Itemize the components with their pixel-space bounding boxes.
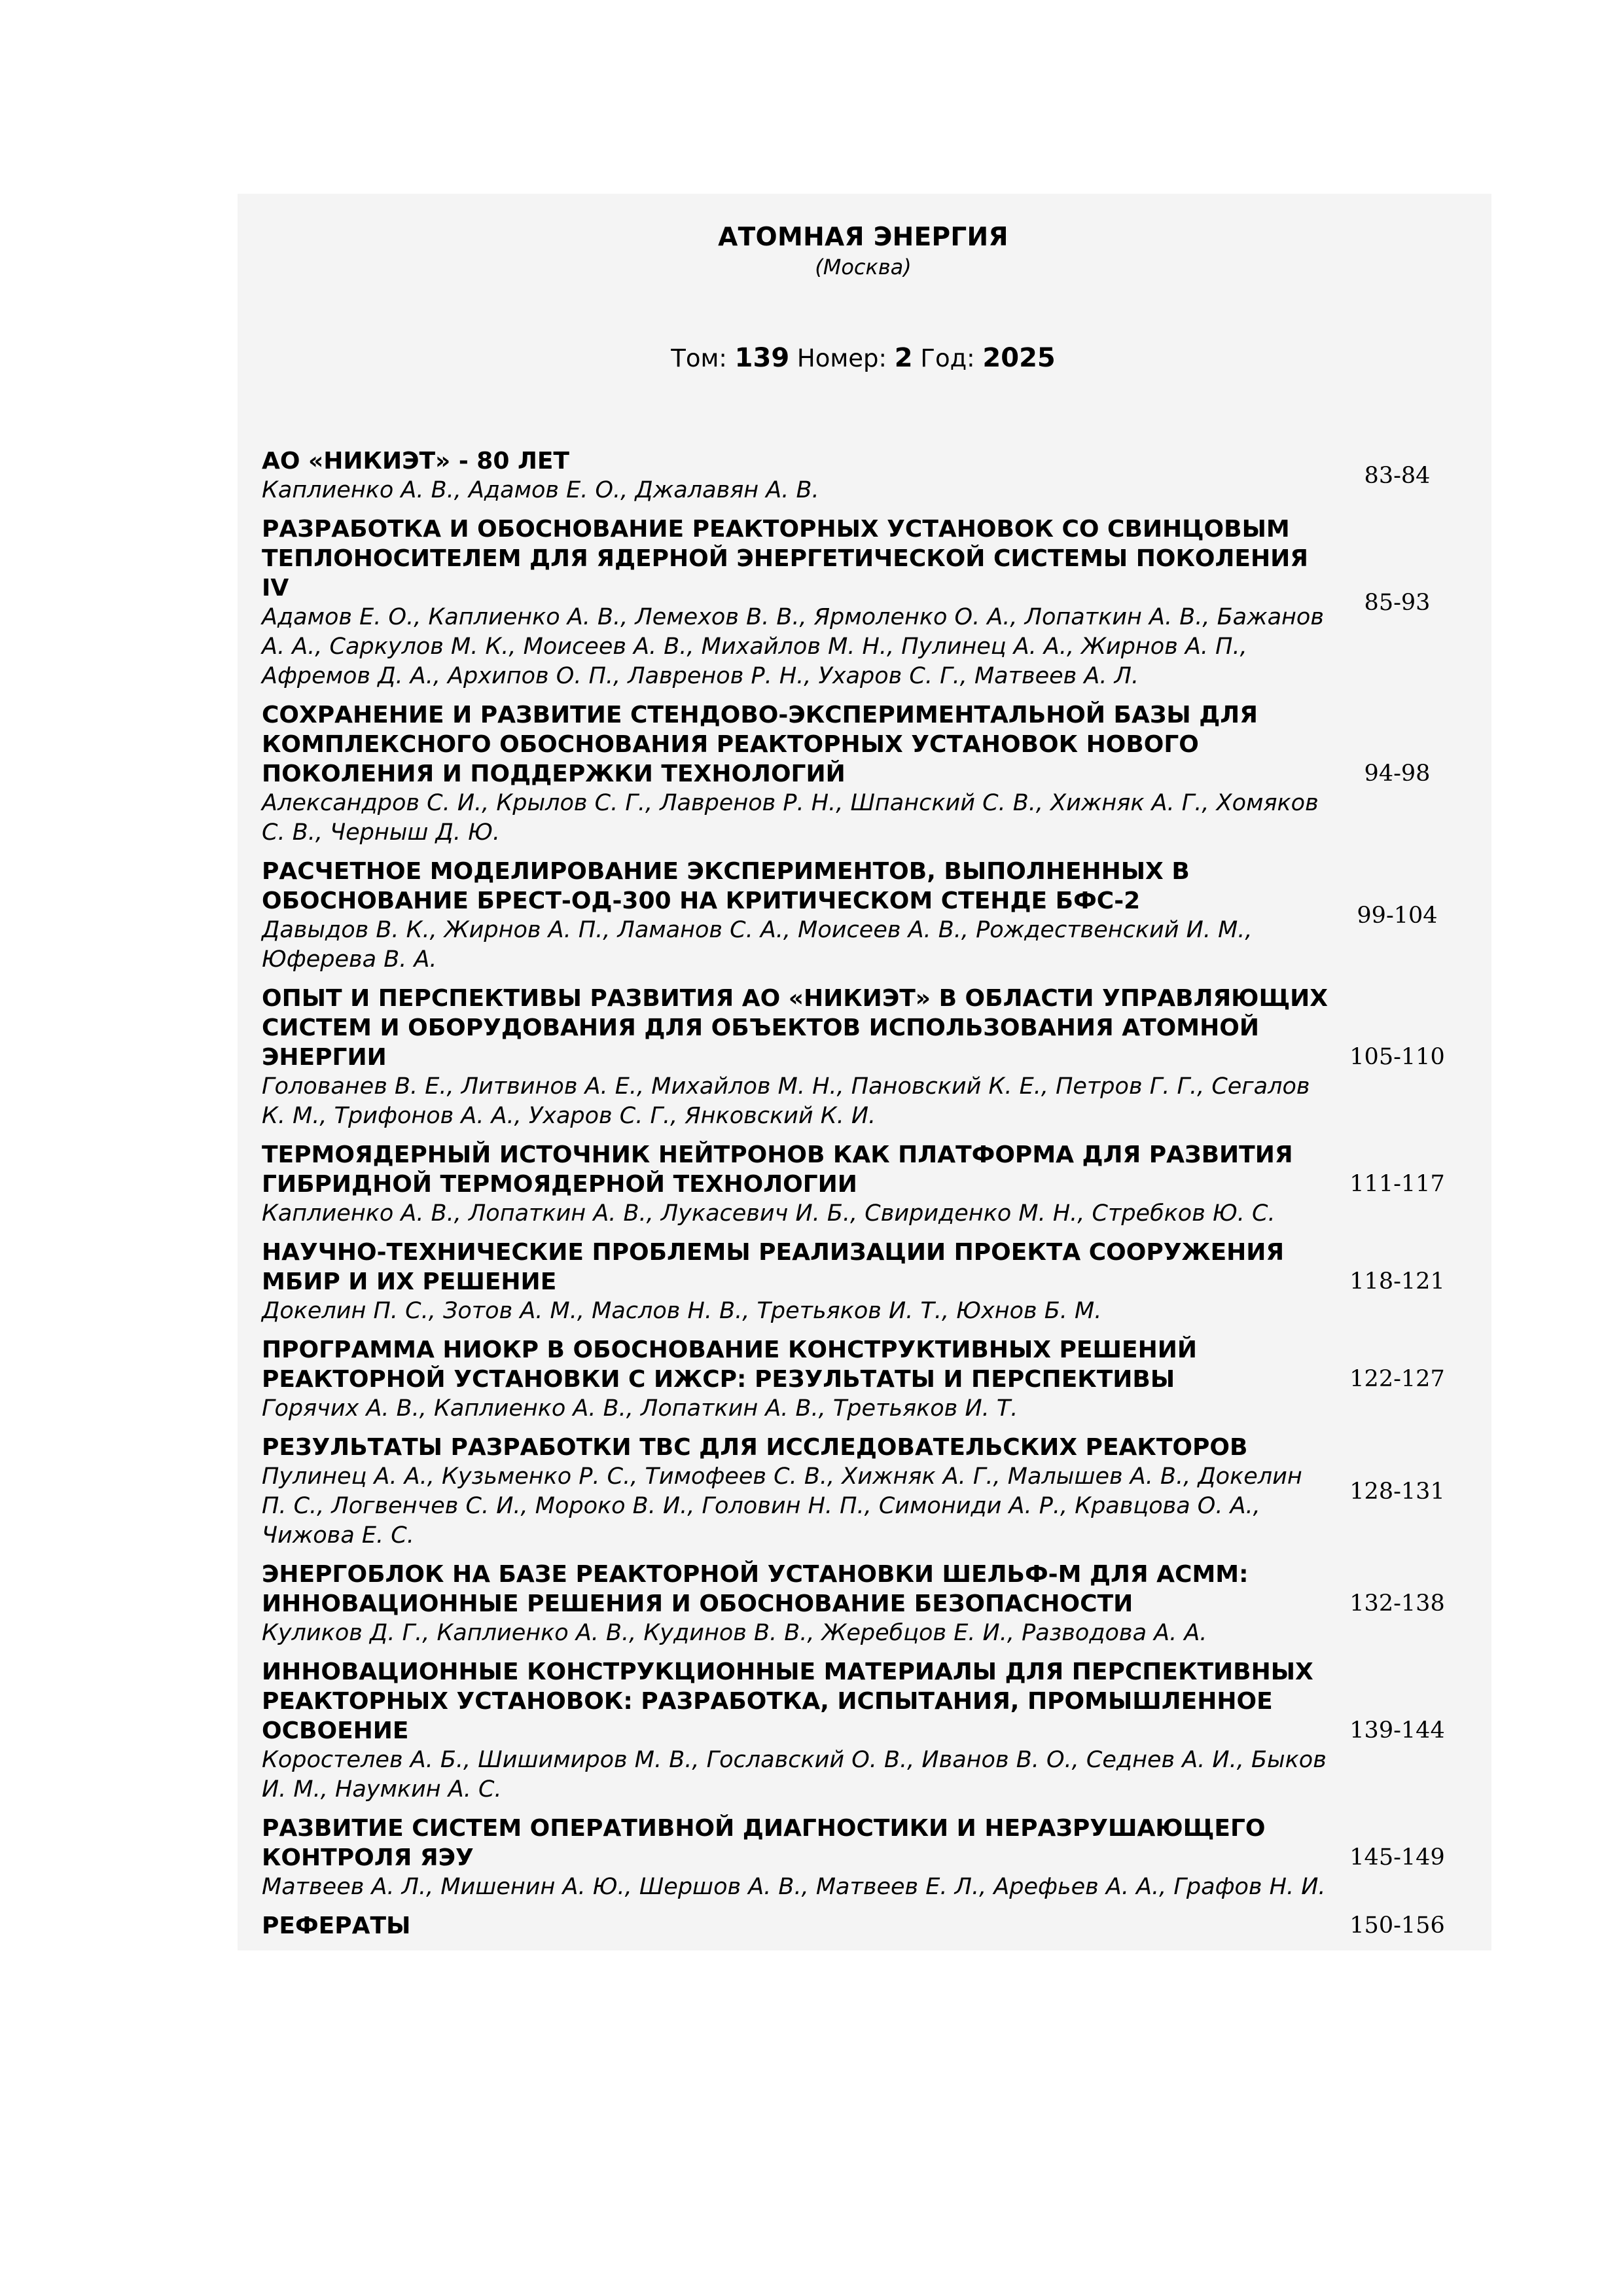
toc-entry[interactable] [262, 1140, 1466, 1229]
number-label: Номер: [796, 344, 887, 372]
toc-entry-body [262, 1433, 1329, 1551]
article-authors: Каплиенко А. В., Лопаткин А. В., Лукасевич И. Б., Свириденко М. Н., Стребков Ю. С. [262, 1200, 1275, 1227]
article-pages: 85-93 [1364, 589, 1431, 616]
article-title[interactable]: ПРОГРАММА НИОКР В ОБОСНОВАНИЕ КОНСТРУКТИВНЫХ РЕШЕНИЙ РЕАКТОРНОЙ УСТАНОВКИ С ИЖСР: РЕЗУЛЬТАТЫ И ПЕРСПЕКТИВЫ [262, 1336, 1197, 1393]
article-authors: Докелин П. С., Зотов А. М., Маслов Н. В., Третьяков И. Т., Юхнов Б. М. [262, 1298, 1102, 1324]
article-authors: Куликов Д. Г., Каплиенко А. В., Кудинов В. В., Жеребцов Е. И., Разводова А. А. [262, 1620, 1207, 1646]
article-pages: 94-98 [1364, 761, 1431, 787]
toc-entry-body [262, 446, 1329, 505]
toc-entry-body [262, 514, 1329, 691]
article-title[interactable]: РЕЗУЛЬТАТЫ РАЗРАБОТКИ ТВС ДЛЯ ИССЛЕДОВАТЕЛЬСКИХ РЕАКТОРОВ [262, 1434, 1248, 1461]
article-title[interactable]: СОХРАНЕНИЕ И РАЗВИТИЕ СТЕНДОВО-ЭКСПЕРИМЕНТАЛЬНОЙ БАЗЫ ДЛЯ КОМПЛЕКСНОГО ОБОСНОВАНИЯ РЕАКТОРНЫХ УСТАНОВОК НОВОГО ПОКОЛЕНИЯ И ПОДДЕРЖКИ ТЕХНОЛОГИЙ [262, 702, 1258, 787]
article-authors: Давыдов В. К., Жирнов А. П., Ламанов С. А., Моисеев А. В., Рождественский И. М., Юферева В. А. [262, 917, 1253, 973]
article-title[interactable]: ИННОВАЦИОННЫЕ КОНСТРУКЦИОННЫЕ МАТЕРИАЛЫ ДЛЯ ПЕРСПЕКТИВНЫХ РЕАКТОРНЫХ УСТАНОВОК: РАЗРАБОТКА, ИСПЫТАНИЯ, ПРОМЫШЛЕННОЕ ОСВОЕНИЕ [262, 1659, 1313, 1744]
article-authors: Александров С. И., Крылов С. Г., Лавренов Р. Н., Шпанский С. В., Хижняк А. Г., Хомяков С. В., Черныш Д. Ю. [262, 790, 1319, 846]
toc-entry[interactable] [262, 1335, 1466, 1424]
article-authors: Голованев В. Е., Литвинов А. Е., Михайлов М. Н., Пановский К. Е., Петров Г. Г., Сегалов К. М., Трифонов А. А., Ухаров С. Г., Янковский К. И. [262, 1073, 1310, 1129]
toc-entry-body [262, 857, 1329, 975]
toc-entry-body [262, 1560, 1329, 1648]
article-pages: 150-156 [1349, 1912, 1445, 1939]
article-pages: 128-131 [1349, 1478, 1445, 1505]
toc-entry[interactable] [262, 446, 1466, 505]
journal-city: (Москва) [815, 255, 912, 279]
article-title[interactable]: НАУЧНО-ТЕХНИЧЕСКИЕ ПРОБЛЕМЫ РЕАЛИЗАЦИИ ПРОЕКТА СООРУЖЕНИЯ МБИР И ИХ РЕШЕНИЕ [262, 1239, 1285, 1295]
toc-entry[interactable] [262, 1657, 1466, 1804]
toc-entry[interactable] [262, 1238, 1466, 1326]
toc-entry[interactable] [262, 514, 1466, 691]
article-authors: Каплиенко А. В., Адамов Е. О., Джалавян А. В. [262, 477, 819, 503]
article-pages: 122-127 [1349, 1366, 1445, 1392]
article-pages: 139-144 [1349, 1717, 1445, 1744]
toc-entry[interactable] [262, 1814, 1466, 1902]
volume-label: Том: [671, 344, 727, 372]
year-label: Год: [920, 344, 975, 372]
article-title[interactable]: РЕФЕРАТЫ [262, 1912, 411, 1939]
toc-entry-body [262, 1335, 1329, 1424]
article-pages: 105-110 [1349, 1044, 1445, 1070]
article-authors: Пулинец А. А., Кузьменко Р. С., Тимофеев С. В., Хижняк А. Г., Малышев А. В., Докелин П. С., Логвенчев С. И., Мороко В. И., Головин Н. П., Симониди А. Р., Кравцова О. А., Чижова Е. С. [262, 1463, 1302, 1549]
issue-info [0, 343, 1623, 374]
year-value: 2025 [982, 343, 1056, 373]
table-of-contents [262, 446, 1466, 1950]
toc-entry-body [262, 1140, 1329, 1229]
article-pages: 118-121 [1349, 1268, 1445, 1295]
article-pages: 111-117 [1349, 1171, 1445, 1197]
article-title[interactable]: ТЕРМОЯДЕРНЫЙ ИСТОЧНИК НЕЙТРОНОВ КАК ПЛАТФОРМА ДЛЯ РАЗВИТИЯ ГИБРИДНОЙ ТЕРМОЯДЕРНОЙ ТЕХНОЛОГИИ [262, 1141, 1293, 1198]
toc-entry[interactable] [262, 857, 1466, 975]
toc-entry-body [262, 1814, 1329, 1902]
article-title[interactable]: РАСЧЕТНОЕ МОДЕЛИРОВАНИЕ ЭКСПЕРИМЕНТОВ, ВЫПОЛНЕННЫХ В ОБОСНОВАНИЕ БРЕСТ-ОД-300 НА КРИТИЧЕСКОМ СТЕНДЕ БФС-2 [262, 858, 1190, 914]
toc-entry-body [262, 1238, 1329, 1326]
article-pages: 83-84 [1364, 462, 1431, 489]
article-pages: 145-149 [1349, 1844, 1445, 1871]
toc-entry[interactable] [262, 1433, 1466, 1551]
toc-entry[interactable] [262, 1560, 1466, 1648]
toc-entry-body [262, 984, 1329, 1131]
article-title[interactable]: РАЗВИТИЕ СИСТЕМ ОПЕРАТИВНОЙ ДИАГНОСТИКИ И НЕРАЗРУШАЮЩЕГО КОНТРОЛЯ ЯЭУ [262, 1815, 1266, 1871]
article-authors: Горячих А. В., Каплиенко А. В., Лопаткин А. В., Третьяков И. Т. [262, 1395, 1018, 1422]
volume-value: 139 [734, 343, 790, 373]
journal-title: АТОМНАЯ ЭНЕРГИЯ [718, 223, 1008, 252]
number-value: 2 [894, 343, 913, 373]
toc-entry-body [262, 700, 1329, 848]
article-authors: Матвеев А. Л., Мишенин А. Ю., Шершов А. В., Матвеев Е. Л., Арефьев А. А., Графов Н. И. [262, 1874, 1326, 1900]
article-title[interactable]: ОПЫТ И ПЕРСПЕКТИВЫ РАЗВИТИЯ АО «НИКИЭТ» В ОБЛАСТИ УПРАВЛЯЮЩИХ СИСТЕМ И ОБОРУДОВАНИЯ ДЛЯ ОБЪЕКТОВ ИСПОЛЬЗОВАНИЯ АТОМНОЙ ЭНЕРГИИ [262, 985, 1329, 1071]
article-title[interactable]: ЭНЕРГОБЛОК НА БАЗЕ РЕАКТОРНОЙ УСТАНОВКИ ШЕЛЬФ-М ДЛЯ АСММ: ИННОВАЦИОННЫЕ РЕШЕНИЯ И ОБОСНОВАНИЕ БЕЗОПАСНОСТИ [262, 1561, 1249, 1617]
toc-entry[interactable] [262, 1911, 1466, 1941]
article-authors: Адамов Е. О., Каплиенко А. В., Лемехов В. В., Ярмоленко О. А., Лопаткин А. В., Бажанов А. А., Саркулов М. К., Моисеев А. В., Михайлов М. Н., Пулинец А. А., Жирнов А. П., Афремов Д. А., Архипов О. П., Лавренов Р. Н., Ухаров С. Г., Матвеев А. Л. [262, 604, 1324, 689]
article-title[interactable]: РАЗРАБОТКА И ОБОСНОВАНИЕ РЕАКТОРНЫХ УСТАНОВОК СО СВИНЦОВЫМ ТЕПЛОНОСИТЕЛЕМ ДЛЯ ЯДЕРНОЙ ЭНЕРГЕТИЧЕСКОЙ СИСТЕМЫ ПОКОЛЕНИЯ IV [262, 516, 1308, 601]
toc-entry-body [262, 1657, 1329, 1804]
article-pages: 99-104 [1357, 902, 1438, 929]
toc-entry[interactable] [262, 700, 1466, 848]
article-title[interactable]: АО «НИКИЭТ» - 80 ЛЕТ [262, 448, 569, 475]
article-authors: Коростелев А. Б., Шишимиров М. В., Гославский О. В., Иванов В. О., Седнев А. И., Быков И. М., Наумкин А. С. [262, 1747, 1327, 1803]
toc-entry[interactable] [262, 984, 1466, 1131]
toc-entry-body [262, 1911, 1329, 1941]
article-pages: 132-138 [1349, 1590, 1445, 1617]
